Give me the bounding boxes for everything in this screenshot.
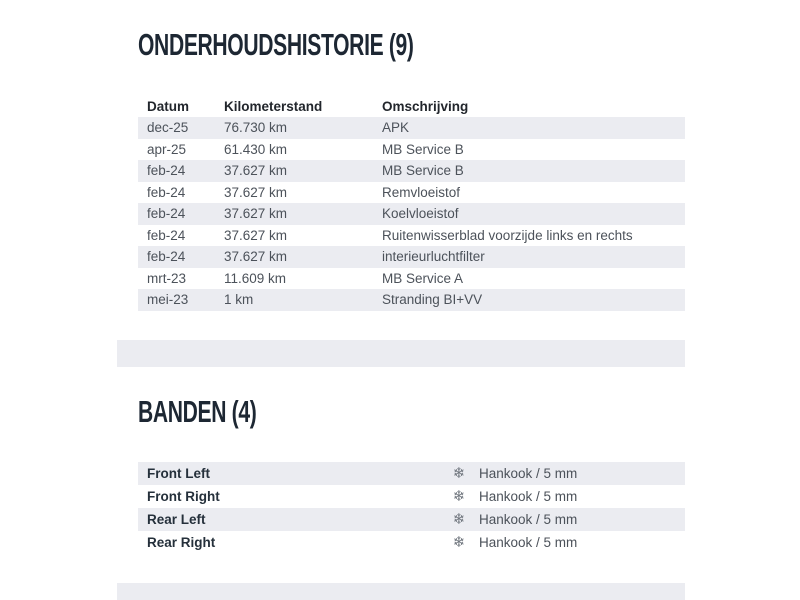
column-header-omschrijving: Omschrijving <box>382 98 469 114</box>
tire-brand-tread-value: Hankook / 5 mm <box>479 535 578 550</box>
snowflake-icon: ❄ <box>452 464 466 482</box>
maintenance-row-kilometerstand: 37.627 km <box>224 206 288 222</box>
tire-row <box>138 462 685 485</box>
tires-table <box>138 462 685 554</box>
maintenance-table-row <box>138 289 685 311</box>
maintenance-table-row <box>138 117 685 139</box>
tire-brand-tread-value: Hankook / 5 mm <box>479 512 578 527</box>
maintenance-table-row <box>138 139 685 161</box>
maintenance-row-date: mrt-23 <box>147 270 187 286</box>
maintenance-row-kilometerstand: 1 km <box>224 292 254 308</box>
maintenance-row-date: feb-24 <box>147 249 186 265</box>
maintenance-row-kilometerstand: 37.627 km <box>224 163 288 179</box>
tires-table-body <box>138 462 685 554</box>
maintenance-table-row <box>138 182 685 204</box>
snowflake-icon: ❄ <box>452 487 466 505</box>
tire-position-label: Rear Left <box>147 512 206 527</box>
tires-section-title: BANDEN (4) <box>138 394 257 429</box>
tire-position-label: Front Left <box>147 466 210 481</box>
maintenance-row-description: interieurluchtfilter <box>382 249 485 265</box>
tire-brand-tread-value: Hankook / 5 mm <box>479 489 578 504</box>
maintenance-table-row <box>138 160 685 182</box>
column-header-kilometerstand: Kilometerstand <box>224 98 323 114</box>
maintenance-table-header <box>138 95 685 117</box>
maintenance-row-kilometerstand: 37.627 km <box>224 184 288 200</box>
tire-brand-tread-value: Hankook / 5 mm <box>479 466 578 481</box>
maintenance-row-kilometerstand: 37.627 km <box>224 227 288 243</box>
maintenance-history-table <box>138 95 685 311</box>
maintenance-row-description: MB Service A <box>382 270 464 286</box>
maintenance-row-description: APK <box>382 120 410 136</box>
bottom-separator-bar <box>117 583 685 600</box>
maintenance-row-description: MB Service B <box>382 141 464 157</box>
snowflake-icon: ❄ <box>452 533 466 551</box>
maintenance-row-date: apr-25 <box>147 141 187 157</box>
snowflake-icon: ❄ <box>452 510 466 528</box>
maintenance-row-date: dec-25 <box>147 120 189 136</box>
tire-row <box>138 485 685 508</box>
maintenance-row-date: feb-24 <box>147 206 186 222</box>
maintenance-row-date: feb-24 <box>147 184 186 200</box>
maintenance-row-description: Ruitenwisserblad voorzijde links en rechts <box>382 227 633 243</box>
section-separator-bar <box>117 340 685 367</box>
maintenance-row-date: feb-24 <box>147 163 186 179</box>
tire-row <box>138 508 685 531</box>
tire-position-label: Rear Right <box>147 535 216 550</box>
column-header-datum: Datum <box>147 98 190 114</box>
maintenance-table-row <box>138 268 685 290</box>
maintenance-row-date: mei-23 <box>147 292 189 308</box>
maintenance-row-description: MB Service B <box>382 163 464 179</box>
maintenance-table-row <box>138 203 685 225</box>
tire-row <box>138 531 685 554</box>
maintenance-row-kilometerstand: 37.627 km <box>224 249 288 265</box>
maintenance-row-description: Remvloeistof <box>382 184 461 200</box>
maintenance-table-row <box>138 225 685 247</box>
maintenance-table-body <box>138 117 685 311</box>
maintenance-row-kilometerstand: 11.609 km <box>224 270 287 286</box>
maintenance-row-date: feb-24 <box>147 227 186 243</box>
maintenance-row-kilometerstand: 76.730 km <box>224 120 288 136</box>
maintenance-row-kilometerstand: 61.430 km <box>224 141 288 157</box>
maintenance-table-row <box>138 246 685 268</box>
tire-position-label: Front Right <box>147 489 220 504</box>
maintenance-row-description: Koelvloeistof <box>382 206 459 222</box>
maintenance-row-description: Stranding BI+VV <box>382 292 483 308</box>
maintenance-section-title: ONDERHOUDSHISTORIE (9) <box>138 27 414 62</box>
